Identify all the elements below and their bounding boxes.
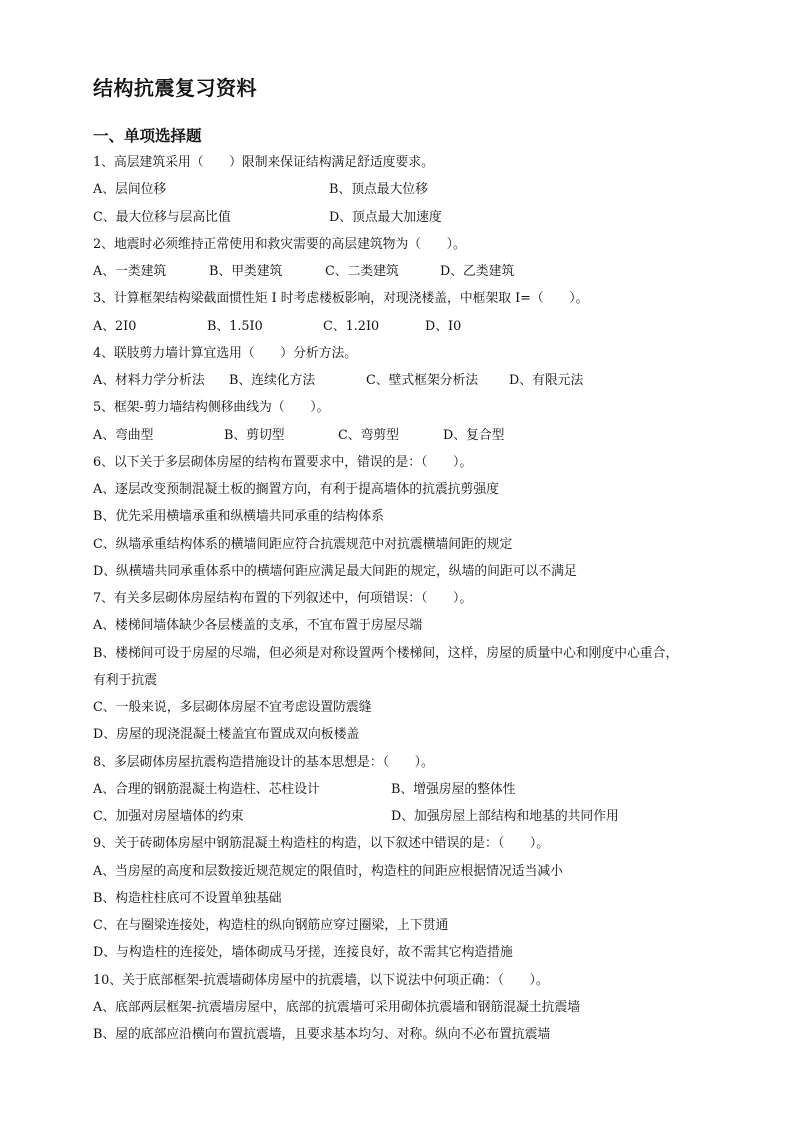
option-line: D、房屋的现浇混凝土楼盖宜布置成双向板楼盖 [93,727,360,743]
option-b: D、顶点最大加速度 [329,209,442,225]
option-line: B、屋的底部应沿横向布置抗震墙，且要求基本均匀、对称。纵向不必布置抗震墙 [93,1027,551,1042]
option-b: B、顶点最大位移 [329,182,428,198]
option-line: C、纵墙承重结构体系的横墙间距应符合抗震规范中对抗震横墙间距的规定 [93,536,513,552]
option-line: D、纵横墙共同承重体系中的横墙何距应满足最大间距的规定，纵墙的间距可以不满足 [93,563,577,579]
option-row [93,776,753,803]
option-a: A、2I0 [93,318,137,334]
question-5-stem: 5、框架-剪力墙结构侧移曲线为（ ）。 [93,400,330,416]
option-line: 有利于抗震 [93,672,157,688]
option-line: B、构造柱柱底可不设置单独基础 [93,890,282,906]
section-heading: 一、单项选择题 [93,127,202,145]
option-c: C、弯剪型 [338,427,399,443]
option-line: C、一般来说，多层砌体房屋不宜考虑设置防震缝 [93,700,372,715]
option-row [93,803,753,830]
option-line: B、楼梯间可设于房屋的尽端，但必须是对称设置两个楼梯间，这样，房屋的质量中心和刚度中心重合， [93,645,679,661]
option-a: C、加强对房屋墙体的约束 [93,809,244,824]
question-6-stem: 6、以下关于多层砌体房屋的结构布置要求中，错误的是：（ ）。 [93,454,473,470]
question-3-stem: 3、计算框架结构梁截面惯性矩 I 时考虑楼板影响，对现浇楼盖，中框架取 I=（ ）。 [93,291,589,307]
question-2-stem: 2、地震时必须维持正常使用和救灾需要的高层建筑物为（ ）。 [93,236,466,252]
option-d: D、乙类建筑 [440,264,515,279]
option-c: C、二类建筑 [325,264,399,279]
option-a: A、一类建筑 [93,264,167,279]
option-line: B、优先采用横墙承重和纵横墙共同承重的结构体系 [93,509,384,525]
option-b: D、加强房屋上部结构和地基的共同作用 [391,809,619,824]
question-7-stem: 7、有关多层砌体房屋结构布置的下列叙述中，何项错误：（ ）。 [93,591,473,606]
option-b: B、1.5I0 [207,318,263,334]
option-d: D、复合型 [443,427,505,443]
option-d: D、有限元法 [509,373,584,388]
question-10-stem: 10、关于底部框架-抗震墙砌体房屋中的抗震墙，以下说法中何项正确：（ ）。 [93,972,549,988]
option-line: A、当房屋的高度和层数接近规范规定的限值时，构造柱的间距应根据情况适当减小 [93,863,563,879]
question-1-stem: 1、高层建筑采用（ ）限制来保证结构满足舒适度要求。 [93,155,434,170]
option-d: D、I0 [425,318,462,334]
option-a: A、材料力学分析法 [93,373,205,388]
option-b: B、剪切型 [224,427,285,443]
option-c: C、1.2I0 [323,318,380,334]
option-a: C、最大位移与层高比值 [93,209,231,225]
question-9-stem: 9、关于砖砌体房屋中钢筋混凝土构造柱的构造，以下叙述中错误的是：（ ）。 [93,836,550,852]
option-line: D、与构造柱的连接处，墙体砌成马牙搓，连接良好，故不需其它构造措施 [93,945,513,961]
option-row [93,313,753,340]
option-row [93,422,753,449]
question-list [93,149,753,1048]
option-row [93,367,753,394]
option-a: A、弯曲型 [93,427,154,443]
option-b: B、甲类建筑 [209,264,283,279]
option-row [93,204,753,231]
option-line: C、在与圈梁连接处，构造柱的纵向钢筋应穿过圈梁，上下贯通 [93,918,449,933]
question-8-stem: 8、多层砌体房屋抗震构造措施设计的基本思想是：（ ）。 [93,754,434,770]
option-line: A、底部两层框架-抗震墙房屋中，底部的抗震墙可采用砌体抗震墙和钢筋混凝土抗震墙 [93,999,581,1015]
option-line: A、楼梯间墙体缺少各层楼盖的支承，不宜布置于房屋尽端 [93,618,423,634]
option-b: B、连续化方法 [229,373,316,388]
document-title: 结构抗震复习资料 [93,76,257,100]
option-row [93,258,753,285]
option-a: A、层间位移 [93,182,167,198]
option-row [93,176,753,203]
question-4-stem: 4、联肢剪力墙计算宜选用（ ）分析方法。 [93,345,358,361]
option-c: C、壁式框架分析法 [366,373,479,388]
option-a: A、合理的钢筋混凝土构造柱、芯柱设计 [93,781,320,797]
option-b: B、增强房屋的整体性 [391,781,516,797]
option-line: A、逐层改变预制混凝土板的搁置方向，有利于提高墙体的抗震抗剪强度 [93,482,499,497]
